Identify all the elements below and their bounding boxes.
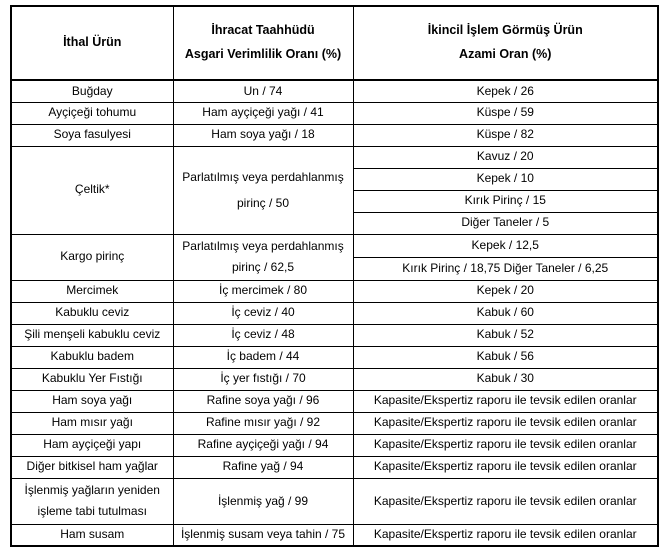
table-row — [11, 524, 658, 546]
secondary-cell: Kepek / 10 — [353, 168, 658, 190]
commitment-cell: İç ceviz / 48 — [173, 324, 353, 346]
header-line: Asgari Verimlilik Oranı (%) — [184, 47, 342, 61]
header-ihracat-taahhudu — [173, 6, 353, 80]
table-row — [11, 346, 658, 368]
product-cell: Kabuklu badem — [11, 346, 173, 368]
secondary-cell: Kepek / 20 — [353, 280, 658, 302]
commitment-cell: İşlenmiş yağ / 99 — [173, 478, 353, 524]
header-row — [11, 6, 658, 80]
product-cell: Ham mısır yağı — [11, 412, 173, 434]
commitment-cell: Parlatılmış veya perdahlanmış pirinç / 50 — [173, 146, 353, 234]
product-cell: Mercimek — [11, 280, 173, 302]
table-row — [11, 434, 658, 456]
product-cell: Kargo pirinç — [11, 234, 173, 280]
commitment-cell: İşlenmiş susam veya tahin / 75 — [173, 524, 353, 546]
header-line: İkincil İşlem Görmüş Ürün — [427, 23, 583, 38]
header-line: İhracat Taahhüdü — [211, 23, 315, 38]
header-ikincil-islem — [353, 6, 658, 80]
product-cell: Ham susam — [11, 524, 173, 546]
product-cell: Ham soya yağı — [11, 390, 173, 412]
product-cell: Diğer bitkisel ham yağlar — [11, 456, 173, 478]
secondary-cell: Kapasite/Ekspertiz raporu ile tevsik edilen oranlar — [353, 412, 658, 434]
product-cell: Çeltik* — [11, 146, 173, 234]
header-line: İthal Ürün — [63, 35, 122, 50]
table-row — [11, 124, 658, 146]
commitment-cell: Rafine mısır yağı / 92 — [173, 412, 353, 434]
table-row — [11, 234, 658, 257]
secondary-cell: Kabuk / 56 — [353, 346, 658, 368]
secondary-cell: Kabuk / 52 — [353, 324, 658, 346]
product-cell: İşlenmiş yağların yeniden işleme tabi tutulması — [11, 478, 173, 524]
secondary-cell: Küspe / 82 — [353, 124, 658, 146]
header-line: Azami Oran (%) — [459, 47, 552, 61]
product-cell: Kabuklu ceviz — [11, 302, 173, 324]
secondary-cell: Kavuz / 20 — [353, 146, 658, 168]
commitment-cell: İç ceviz / 40 — [173, 302, 353, 324]
commitment-cell: Rafine yağ / 94 — [173, 456, 353, 478]
table-row — [11, 478, 658, 524]
commitment-cell: Parlatılmış veya perdahlanmış pirinç / 62,5 — [173, 234, 353, 280]
table-row — [11, 102, 658, 124]
product-cell: Şili menşeli kabuklu ceviz — [11, 324, 173, 346]
commitment-cell: Un / 74 — [173, 80, 353, 102]
table-row — [11, 390, 658, 412]
table-row — [11, 146, 658, 168]
table-row — [11, 456, 658, 478]
table-row — [11, 302, 658, 324]
secondary-cell: Kırık Pirinç / 15 — [353, 190, 658, 212]
secondary-cell: Küspe / 59 — [353, 102, 658, 124]
secondary-cell: Kepek / 12,5 — [353, 234, 658, 257]
secondary-cell: Kapasite/Ekspertiz raporu ile tevsik edilen oranlar — [353, 524, 658, 546]
secondary-cell: Kapasite/Ekspertiz raporu ile tevsik edilen oranlar — [353, 456, 658, 478]
commitment-cell: Rafine soya yağı / 96 — [173, 390, 353, 412]
commitment-cell: Ham soya yağı / 18 — [173, 124, 353, 146]
commitment-cell: İç yer fıstığı / 70 — [173, 368, 353, 390]
product-cell: Kabuklu Yer Fıstığı — [11, 368, 173, 390]
table-row — [11, 368, 658, 390]
document-page — [0, 5, 669, 553]
table-row — [11, 280, 658, 302]
table-row — [11, 412, 658, 434]
secondary-cell: Kabuk / 60 — [353, 302, 658, 324]
commitment-cell: İç badem / 44 — [173, 346, 353, 368]
table-row — [11, 80, 658, 102]
product-cell: Ayçiçeği tohumu — [11, 102, 173, 124]
secondary-cell: Kepek / 26 — [353, 80, 658, 102]
secondary-cell: Kapasite/Ekspertiz raporu ile tevsik edilen oranlar — [353, 390, 658, 412]
commitment-cell: Ham ayçiçeği yağı / 41 — [173, 102, 353, 124]
product-cell: Soya fasulyesi — [11, 124, 173, 146]
secondary-cell: Kabuk / 30 — [353, 368, 658, 390]
table-row — [11, 324, 658, 346]
secondary-cell: Kapasite/Ekspertiz raporu ile tevsik edilen oranlar — [353, 434, 658, 456]
product-cell: Ham ayçiçeği yapı — [11, 434, 173, 456]
secondary-cell: Kırık Pirinç / 18,75 Diğer Taneler / 6,25 — [353, 257, 658, 280]
secondary-cell: Diğer Taneler / 5 — [353, 212, 658, 234]
import-export-efficiency-table — [10, 5, 659, 547]
commitment-cell: İç mercimek / 80 — [173, 280, 353, 302]
header-ithal-urun — [11, 6, 173, 80]
product-cell: Buğday — [11, 80, 173, 102]
secondary-cell: Kapasite/Ekspertiz raporu ile tevsik edilen oranlar — [353, 478, 658, 524]
commitment-cell: Rafine ayçiçeği yağı / 94 — [173, 434, 353, 456]
